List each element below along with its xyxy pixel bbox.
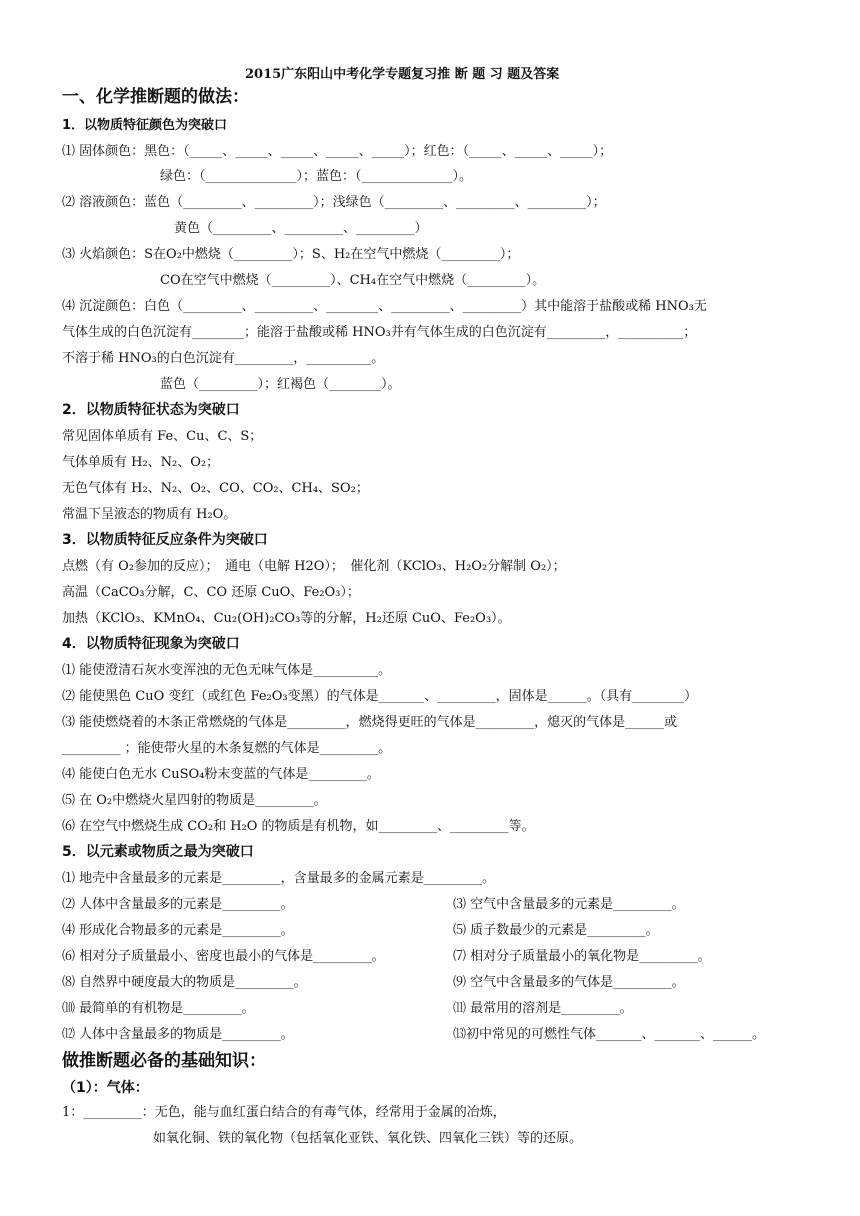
s5-line-2b: ⑶ 空气中含量最多的元素是_________。 [453, 897, 685, 912]
section-5-heading: 5．以元素或物质之最为突破口 [62, 844, 254, 860]
s1-line-8: 气体生成的白色沉淀有________；能溶于盐酸或稀 HNO₃并有气体生成的白色沉淀有_________，__________； [62, 325, 697, 340]
basics-subheading: （1）：气体： [62, 1080, 149, 1096]
s2-line-1: 常见固体单质有 Fe、Cu、C、S； [62, 429, 263, 444]
s3-line-2: 高温（CaCO₃分解，C、CO 还原 CuO、Fe₂O₃）； [62, 585, 360, 600]
s5-line-6a: ⑽ 最简单的有机物是_________。 [62, 1001, 255, 1016]
s5-line-7b: ⒀初中常见的可燃性气体_______、_______、______。 [453, 1027, 766, 1042]
s1-line-4: 黄色（_________、_________、_________） [174, 221, 428, 236]
s4-line-3: ⑶ 能使燃烧着的木条正常燃烧的气体是_________，燃烧得更旺的气体是_________，熄灭的气体是______或 [62, 715, 678, 730]
section-4-heading: 4．以物质特征现象为突破口 [62, 636, 240, 652]
s1-line-1: ⑴ 固体颜色：黑色：（_____、_____、_____、_____、_____）；红色：（_____、_____、_____）； [62, 144, 613, 159]
section-2-heading: 2．以物质特征状态为突破口 [62, 402, 240, 418]
s1-line-10: 蓝色（_________）；红褐色（________）。 [160, 377, 401, 392]
s5-line-5a: ⑻ 自然界中硬度最大的物质是_________。 [62, 975, 307, 990]
basics-line-1: 1：_________：无色，能与血红蛋白结合的有毒气体，经常用于金属的冶炼， [62, 1105, 506, 1120]
s5-line-2a: ⑵ 人体中含量最多的元素是_________。 [62, 897, 294, 912]
s5-line-3a: ⑷ 形成化合物最多的元素是_________。 [62, 923, 294, 938]
s1-line-2: 绿色：（______________）；蓝色：（______________）。 [160, 169, 473, 184]
s2-line-2: 气体单质有 H₂、N₂、O₂； [62, 455, 220, 470]
s1-line-7: ⑷ 沉淀颜色：白色（_________、_________、________、_________、_________）其中能溶于盐酸或稀 HNO₃无 [62, 299, 707, 314]
s5-line-4b: ⑺ 相对分子质量最小的氧化物是_________。 [453, 949, 711, 964]
document-title: 2015广东阳山中考化学专题复习推 断 题 习 题及答案 [245, 67, 560, 82]
s5-line-5b: ⑼ 空气中含量最多的气体是_________。 [453, 975, 685, 990]
s1-line-5: ⑶ 火焰颜色：S在O₂中燃烧（_________）；S、H₂在空气中燃烧（_________）； [62, 247, 520, 262]
s4-line-1: ⑴ 能使澄清石灰水变浑浊的无色无味气体是__________。 [62, 663, 392, 678]
s5-line-7a: ⑿ 人体中含量最多的物质是_________。 [62, 1027, 294, 1042]
s5-line-4a: ⑹ 相对分子质量最小、密度也最小的气体是_________。 [62, 949, 385, 964]
s5-line-6b: ⑾ 最常用的溶剂是_________。 [453, 1001, 633, 1016]
s1-line-3: ⑵ 溶液颜色：蓝色（_________、_________）；浅绿色（_________、_________、_________）； [62, 195, 606, 210]
s1-line-9: 不溶于稀 HNO₃的白色沉淀有_________，__________。 [62, 351, 385, 366]
s4-line-5: ⑷ 能使白色无水 CuSO₄粉末变蓝的气体是_________。 [62, 767, 380, 782]
main-heading: 一、化学推断题的做法： [62, 87, 249, 107]
s4-line-2: ⑵ 能使黑色 CuO 变红（或红色 Fe₂O₃变黑）的气体是_______、_________，固体是______。（具有________） [62, 689, 698, 704]
s1-line-6: CO在空气中燃烧（_________）、CH₄在空气中燃烧（_________）。 [160, 273, 546, 288]
s5-line-1: ⑴ 地壳中含量最多的元素是_________，含量最多的金属元素是_________。 [62, 871, 496, 886]
section-3-heading: 3．以物质特征反应条件为突破口 [62, 532, 268, 548]
s2-line-3: 无色气体有 H₂、N₂、O₂、CO、CO₂、CH₄、SO₂； [62, 481, 369, 496]
s4-line-7: ⑹ 在空气中燃烧生成 CO₂和 H₂O 的物质是有机物，如_________、_________等。 [62, 819, 535, 834]
s2-line-4: 常温下呈液态的物质有 H₂O。 [62, 507, 237, 522]
s3-line-1: 点燃（有 O₂参加的反应）； 通电（电解 H2O）； 催化剂（KClO₃、H₂O₂分解制 O₂）； [62, 559, 566, 574]
basics-line-2: 如氧化铜、铁的氧化物（包括氧化亚铁、氧化铁、四氧化三铁）等的还原。 [153, 1131, 583, 1146]
s4-line-6: ⑸ 在 O₂中燃烧火星四射的物质是_________。 [62, 793, 327, 808]
basics-heading: 做推断题必备的基础知识： [62, 1051, 266, 1071]
s4-line-4: _________ ；能使带火星的木条复燃的气体是_________。 [62, 741, 392, 756]
s3-line-3: 加热（KClO₃、KMnO₄、Cu₂(OH)₂CO₃等的分解，H₂还原 CuO、Fe₂O₃）。 [62, 611, 511, 626]
s5-line-3b: ⑸ 质子数最少的元素是_________。 [453, 923, 659, 938]
section-1-heading: 1．以物质特征颜色为突破口 [62, 118, 228, 133]
